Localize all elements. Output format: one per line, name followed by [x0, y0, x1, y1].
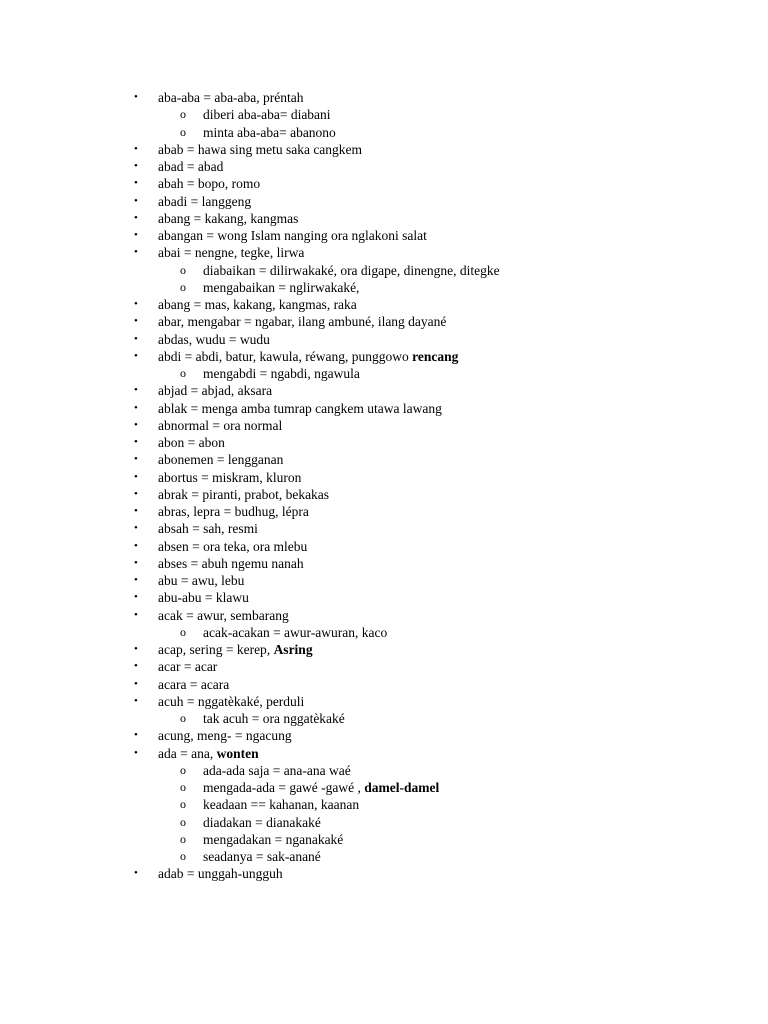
entry-text — [158, 417, 282, 434]
circle-marker: o — [180, 831, 186, 846]
entry-definition: abrak = piranti, prabot, bekakas — [158, 486, 330, 502]
entry-item — [0, 607, 768, 624]
entry-definition: seadanya = sak-anané — [203, 849, 321, 864]
entry-text — [203, 831, 343, 848]
entry-text — [158, 175, 260, 192]
entry-bold-term: wonten — [216, 745, 259, 761]
entry-item — [0, 382, 768, 399]
entry-text — [158, 658, 217, 675]
sub-entry-item — [0, 365, 768, 382]
bullet-marker: • — [134, 315, 138, 328]
entry-bold-term: damel-damel — [364, 780, 440, 795]
entry-definition: abad = abad — [158, 159, 224, 174]
entry-definition: keadaan == kahanan, kaanan — [203, 797, 360, 813]
entry-definition: abortus = miskram, kluron — [158, 469, 302, 485]
entry-text — [158, 641, 313, 658]
sub-entry-item — [0, 262, 768, 279]
entry-item — [0, 244, 768, 261]
entry-text — [158, 348, 458, 365]
entry-definition: abar, mengabar = ngabar, ilang ambuné, ilang dayané — [158, 314, 447, 330]
entry-item — [0, 503, 768, 520]
entry-definition: abonemen = lengganan — [158, 452, 284, 468]
bullet-marker: • — [134, 746, 138, 759]
entry-item — [0, 658, 768, 675]
bullet-marker: • — [134, 660, 138, 673]
circle-marker: o — [180, 279, 186, 294]
entry-text — [158, 486, 329, 503]
circle-marker: o — [180, 814, 186, 829]
entry-text — [158, 469, 301, 486]
entry-text — [203, 779, 439, 796]
circle-marker: o — [180, 762, 186, 777]
entry-item — [0, 210, 768, 227]
entry-text — [158, 589, 249, 606]
bullet-marker: • — [134, 677, 138, 690]
entry-text — [158, 538, 307, 555]
entry-definition: abang = kakang, kangmas — [158, 210, 299, 226]
entry-item — [0, 313, 768, 330]
entry-definition: absen = ora teka, ora mlebu — [158, 538, 308, 554]
entry-item — [0, 331, 768, 348]
entry-definition: minta aba-aba= abanono — [203, 124, 336, 140]
entry-text — [158, 503, 309, 520]
entry-text — [203, 365, 360, 382]
bullet-marker: • — [134, 539, 138, 552]
sub-entry-item — [0, 279, 768, 296]
entry-definition: abadi = langgeng — [158, 193, 252, 209]
bullet-marker: • — [134, 487, 138, 500]
circle-marker: o — [180, 711, 186, 725]
entry-definition: acara = acara — [158, 676, 230, 692]
entry-item — [0, 538, 768, 555]
entry-text — [158, 434, 225, 451]
entry-definition: aba-aba = aba-aba, préntah — [158, 90, 304, 105]
entry-definition: acung, meng- = ngacung — [158, 728, 292, 744]
entry-text — [158, 572, 244, 589]
entry-text — [158, 607, 289, 624]
entry-item — [0, 141, 768, 158]
entry-item — [0, 865, 768, 882]
entry-definition: ablak = menga amba tumrap cangkem utawa lawang — [158, 400, 442, 416]
entry-definition: tak acuh = ora nggatèkaké — [203, 711, 345, 726]
entry-definition: abai = nengne, tegke, lirwa — [158, 245, 305, 261]
bullet-marker: • — [134, 591, 138, 604]
bullet-marker: • — [134, 556, 138, 569]
entry-definition: acak = awur, sembarang — [158, 607, 289, 623]
entry-text — [158, 400, 442, 417]
entry-item — [0, 158, 768, 175]
entry-item — [0, 451, 768, 468]
entry-item — [0, 727, 768, 744]
bullet-marker: • — [134, 177, 138, 190]
entry-item — [0, 676, 768, 693]
entry-definition: abu = awu, lebu — [158, 573, 245, 588]
entry-text — [158, 193, 251, 210]
circle-marker: o — [180, 366, 186, 380]
entry-item — [0, 434, 768, 451]
entry-item — [0, 520, 768, 537]
bullet-marker: • — [134, 867, 138, 880]
entry-definition: absah = sah, resmi — [158, 521, 258, 537]
sub-entry-item — [0, 831, 768, 848]
entry-definition: adab = unggah-ungguh — [158, 866, 283, 882]
bullet-marker: • — [134, 211, 138, 224]
entry-item — [0, 693, 768, 710]
entry-definition: abang = mas, kakang, kangmas, raka — [158, 297, 357, 312]
bullet-marker: • — [134, 194, 138, 207]
entry-definition: abab = hawa sing metu saka cangkem — [158, 141, 363, 157]
entry-text — [158, 555, 304, 572]
entry-definition: ada-ada saja = ana-ana waé — [203, 762, 351, 778]
entry-text — [158, 693, 304, 710]
entry-definition: mengadakan = nganakaké — [203, 831, 344, 847]
entry-definition: abu-abu = klawu — [158, 590, 249, 606]
sub-entry-item — [0, 779, 768, 796]
entry-item — [0, 486, 768, 503]
entry-text — [158, 296, 357, 313]
entry-definition: diabaikan = dilirwakaké, ora digape, dinengne, ditegke — [203, 262, 500, 278]
entry-text — [158, 865, 283, 882]
entry-definition: acar = acar — [158, 659, 218, 675]
bullet-marker: • — [134, 401, 138, 414]
entry-definition: diberi aba-aba= diabani — [203, 107, 331, 123]
entry-text — [158, 244, 304, 261]
bullet-marker: • — [134, 694, 138, 707]
circle-marker: o — [180, 780, 186, 794]
entry-text — [203, 848, 321, 865]
bullet-marker: • — [134, 643, 138, 655]
entry-bold-term: Asring — [273, 642, 313, 657]
bullet-marker: • — [134, 453, 138, 466]
entry-text — [158, 141, 362, 158]
sub-entry-item — [0, 710, 768, 727]
bullet-marker: • — [134, 142, 138, 155]
entry-definition: acuh = nggatèkaké, perduli — [158, 693, 305, 709]
entry-text — [203, 710, 345, 727]
entry-item — [0, 89, 768, 106]
circle-marker: o — [180, 124, 186, 139]
entry-text — [203, 124, 336, 141]
bullet-marker: • — [134, 349, 138, 362]
entry-definition: abdi = abdi, batur, kawula, réwang, punggowo — [158, 348, 413, 364]
entry-definition: abnormal = ora normal — [158, 417, 283, 433]
entry-text — [203, 796, 359, 813]
entry-text — [203, 624, 387, 641]
entry-text — [203, 814, 321, 831]
entry-item — [0, 400, 768, 417]
sub-entry-item — [0, 796, 768, 813]
entry-item — [0, 227, 768, 244]
entry-definition: ada = ana, — [158, 745, 217, 761]
bullet-marker: • — [134, 505, 138, 517]
entry-definition: acak-acakan = awur-awuran, kaco — [203, 624, 388, 640]
circle-marker: o — [180, 849, 186, 863]
entry-definition: abdas, wudu = wudu — [158, 331, 270, 347]
entry-definition: diadakan = dianakaké — [203, 814, 321, 830]
entry-text — [158, 745, 259, 762]
entry-definition: mengabaikan = nglirwakaké, — [203, 279, 360, 295]
entry-item — [0, 469, 768, 486]
circle-marker: o — [180, 624, 186, 639]
entry-text — [203, 106, 331, 123]
entry-bold-term: rencang — [412, 348, 459, 364]
entry-text — [158, 331, 270, 348]
entry-definition: abjad = abjad, aksara — [158, 383, 273, 399]
dictionary-list — [0, 89, 768, 883]
entry-definition: mengabdi = ngabdi, ngawula — [203, 366, 360, 381]
entry-text — [203, 262, 500, 279]
bullet-marker: • — [134, 298, 138, 310]
bullet-marker: • — [134, 332, 138, 345]
entry-text — [158, 158, 223, 175]
entry-item — [0, 589, 768, 606]
bullet-marker: • — [134, 418, 138, 431]
bullet-marker: • — [134, 91, 138, 103]
entry-text — [158, 89, 304, 106]
circle-marker: o — [180, 107, 186, 122]
bullet-marker: • — [134, 470, 138, 483]
bullet-marker: • — [134, 522, 138, 535]
entry-text — [158, 727, 292, 744]
entry-text — [203, 279, 359, 296]
bullet-marker: • — [134, 574, 138, 586]
entry-text — [158, 210, 298, 227]
entry-item — [0, 296, 768, 313]
entry-definition: abangan = wong Islam nanging ora nglakoni salat — [158, 228, 427, 243]
entry-item — [0, 348, 768, 365]
entry-text — [158, 451, 283, 468]
sub-entry-item — [0, 106, 768, 123]
bullet-marker: • — [134, 729, 138, 742]
entry-text — [158, 227, 427, 244]
entry-item — [0, 641, 768, 658]
entry-definition: abah = bopo, romo — [158, 176, 261, 192]
bullet-marker: • — [134, 246, 138, 259]
entry-definition: abras, lepra = budhug, lépra — [158, 504, 309, 519]
sub-entry-item — [0, 848, 768, 865]
entry-definition: acap, sering = kerep, — [158, 642, 274, 657]
sub-entry-item — [0, 762, 768, 779]
bullet-marker: • — [134, 608, 138, 621]
entry-definition: abon = abon — [158, 435, 225, 450]
entry-item — [0, 193, 768, 210]
entry-text — [158, 313, 446, 330]
circle-marker: o — [180, 262, 186, 277]
entry-text — [158, 382, 272, 399]
sub-entry-item — [0, 624, 768, 641]
bullet-marker: • — [134, 229, 138, 241]
entry-item — [0, 555, 768, 572]
entry-text — [158, 520, 258, 537]
entry-item — [0, 572, 768, 589]
entry-item — [0, 745, 768, 762]
entry-item — [0, 417, 768, 434]
entry-text — [203, 762, 351, 779]
sub-entry-item — [0, 124, 768, 141]
bullet-marker: • — [134, 160, 138, 172]
entry-text — [158, 676, 229, 693]
bullet-marker: • — [134, 384, 138, 397]
sub-entry-item — [0, 814, 768, 831]
entry-definition: abses = abuh ngemu nanah — [158, 555, 304, 571]
bullet-marker: • — [134, 436, 138, 448]
circle-marker: o — [180, 797, 186, 812]
entry-item — [0, 175, 768, 192]
entry-definition: mengada-ada = gawé -gawé , — [203, 780, 365, 795]
